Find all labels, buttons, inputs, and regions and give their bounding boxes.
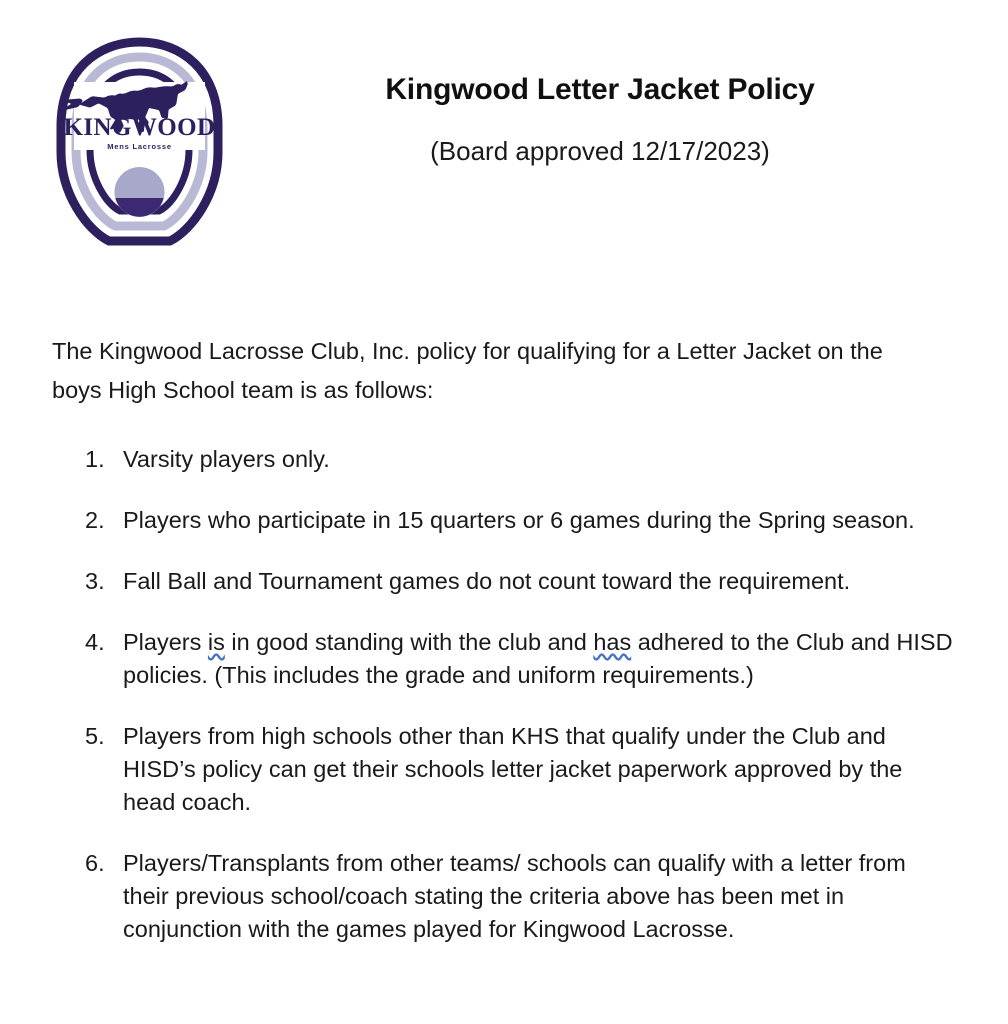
- policy-list-item: [52, 443, 957, 476]
- spellcheck-underlined-word: has: [593, 629, 632, 655]
- policy-item-text: [123, 443, 957, 476]
- policy-text-segment: adhered to the Club and HISD policies. (This includes the grade and uniform requirements.): [123, 629, 953, 688]
- kingwood-lacrosse-logo: [52, 34, 227, 249]
- policy-list-item: [52, 626, 957, 692]
- policy-list: [52, 443, 957, 974]
- logo-tagline: Mens Lacrosse: [107, 142, 172, 151]
- policy-item-number: 2.: [85, 507, 105, 533]
- policy-text-segment: Players who participate in 15 quarters or 6 games during the Spring season.: [123, 507, 915, 533]
- approval-subtitle: (Board approved 12/17/2023): [430, 136, 770, 166]
- title-block: [250, 72, 950, 167]
- policy-item-number: 5.: [85, 723, 105, 749]
- policy-item-text: [123, 720, 957, 819]
- policy-text-segment: in good standing with the club and: [224, 629, 594, 655]
- logo-wordmark: KINGWOOD: [63, 114, 216, 141]
- policy-text-segment: Players/Transplants from other teams/ schools can qualify with a letter from their previous school/coach stating the criteria above has been met in conjunction with the games played for Kingwood Lacrosse.: [123, 850, 906, 942]
- page-title: Kingwood Letter Jacket Policy: [385, 73, 815, 106]
- document-header: [0, 0, 1008, 270]
- intro-paragraph: The Kingwood Lacrosse Club, Inc. policy for qualifying for a Letter Jacket on the boys High School team is as follows:: [52, 337, 883, 403]
- policy-item-text: [123, 847, 957, 946]
- policy-item-number: 3.: [85, 568, 105, 594]
- policy-item-text: [123, 504, 957, 537]
- policy-list-item: [52, 720, 957, 819]
- lacrosse-head-mustang-icon: [52, 34, 227, 249]
- policy-text-segment: Players: [123, 629, 208, 655]
- spellcheck-underlined-word: is: [207, 629, 225, 655]
- lacrosse-ball-icon: [115, 167, 165, 217]
- policy-list-item: [52, 504, 957, 537]
- policy-list-item: [52, 847, 957, 946]
- policy-list-item: [52, 565, 957, 598]
- policy-text-segment: Players from high schools other than KHS that qualify under the Club and HISD’s policy can get their schools letter jacket paperwork approved by the head coach.: [123, 723, 903, 815]
- policy-item-number: 6.: [85, 850, 105, 876]
- policy-item-text: [123, 626, 957, 692]
- policy-item-number: 1.: [85, 446, 105, 472]
- policy-item-number: 4.: [85, 629, 105, 655]
- policy-text-segment: Fall Ball and Tournament games do not count toward the requirement.: [123, 568, 851, 594]
- policy-item-text: [123, 565, 957, 598]
- policy-text-segment: Varsity players only.: [123, 446, 330, 472]
